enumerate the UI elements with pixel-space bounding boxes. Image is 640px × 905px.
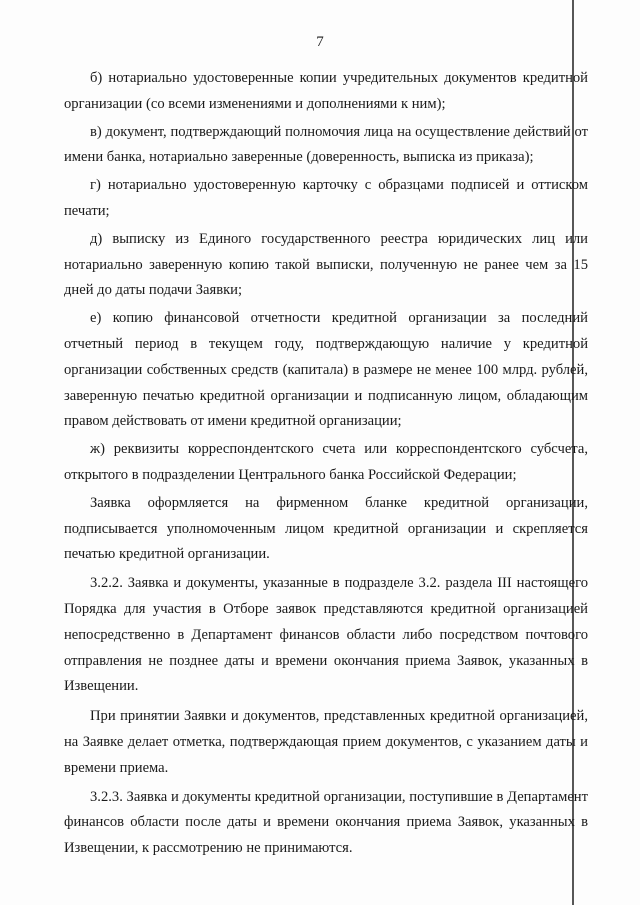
- page-number: 7: [316, 34, 324, 50]
- application-format-paragraph: Заявка оформляется на фирменном бланке кредитной организации, подписывается уполномоченным лицом кредитной организации и скрепляется печатью кредитной организации.: [64, 494, 588, 563]
- list-item-zh: ж) реквизиты корреспондентского счета или корреспондентского субсчета, открытого в подразделении Центрального банка Российской Федерации;: [64, 441, 588, 483]
- acceptance-mark-paragraph: При принятии Заявки и документов, представленных кредитной организацией, на Заявке делает отметка, подтверждающая прием документов, с указанием даты и времени приема.: [64, 708, 588, 776]
- list-item-v: в) документ, подтверждающий полномочия лица на осуществление действий от имени банка, нотариально заверенные (доверенность, выписка из приказа);: [64, 123, 588, 166]
- document-body: [64, 66, 588, 866]
- list-item-d: д) выписку из Единого государственного реестра юридических лиц или нотариально заверенную копию такой выписки, полученную не ранее чем за 15 дней до даты подачи Заявки;: [64, 230, 588, 299]
- list-item-g: г) нотариально удостоверенную карточку с образцами подписей и оттиском печати;: [64, 177, 588, 219]
- list-item-b: б) нотариально удостоверенные копии учредительных документов кредитной организации (со всеми изменениями и дополнениями к ним);: [64, 70, 588, 112]
- section-3-2-2-paragraph: 3.2.2. Заявка и документы, указанные в подразделе 3.2. раздела III настоящего Порядка для участия в Отборе заявок представляются кредитной организацией непосредственно в Департамент финансов области либо посредством почтового отправления не позднее даты и времени окончания приема Заявок, указанных в Извещении.: [64, 575, 588, 695]
- section-3-2-3-paragraph: 3.2.3. Заявка и документы кредитной организации, поступившие в Департамент финансов области после даты и времени окончания приема Заявок, указанных в Извещении, к рассмотрению не принимаются.: [64, 788, 588, 857]
- list-item-e: е) копию финансовой отчетности кредитной организации за последний отчетный период в текущем году, подтверждающую наличие у кредитной организации собственных средств (капитала) в размере не менее 100 млрд. рублей, заверенную печатью кредитной организации и подписанную лицом, обладающим правом действовать от имени кредитной организации;: [64, 310, 588, 430]
